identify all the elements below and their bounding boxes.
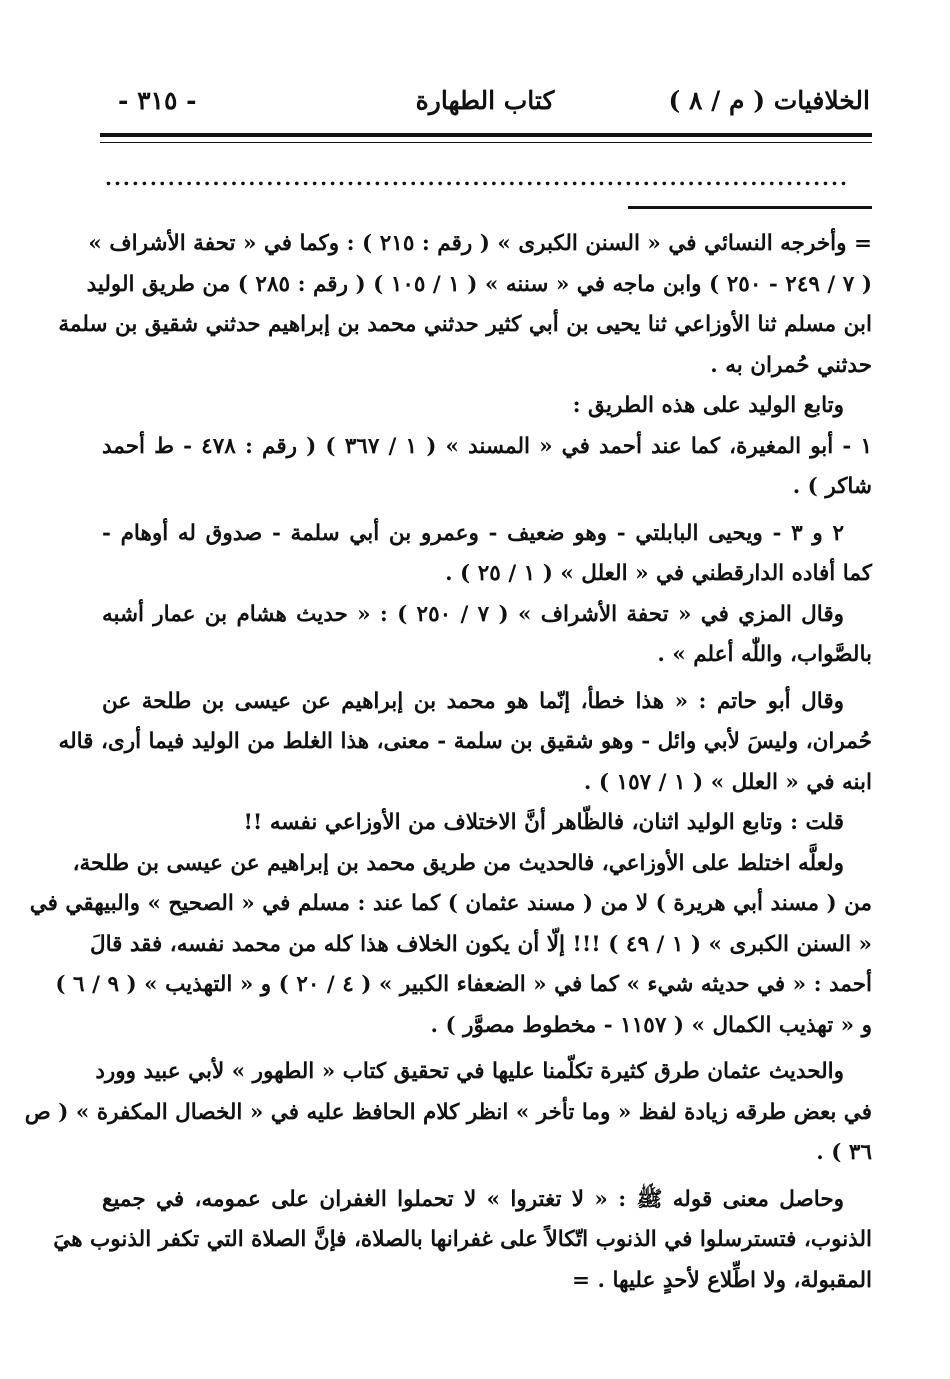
text-line: قلت : وتابع الوليد اثنان، فالظّاهر أنَّ الاختلاف من الأوزاعي نفسه !! — [243, 810, 844, 835]
text-line: وحاصل معنى قوله ﷺ : « لا تغتروا » لا تحملوا الغفران على عمومه، في جميع — [102, 1186, 844, 1212]
text-line: « السنن الكبرى » ( ١ / ٤٩ ) !!! إلّا أن يكون الخلاف هذا كله من محمد نفسه، فقد قالَ — [89, 931, 872, 957]
text-line: ٢ و ٣ - ويحيى البابلتي - وهو ضعيف - وعمرو بن أبي سلمة - صدوق له أوهام - — [102, 520, 844, 546]
footnote-body — [24, 224, 873, 1301]
header-rule-thin — [100, 142, 872, 143]
header-rule-thick — [100, 133, 872, 137]
footnote-rule — [628, 206, 872, 209]
text-line: والحديث عثمان طرق كثيرة تكلّمنا عليها في تحقيق كتاب « الطهور » لأبي عبيد وورد — [95, 1059, 844, 1084]
page-number: - ٣١٥ - — [118, 86, 197, 115]
running-title-book: الخلافيات ( م / ٨ ) — [668, 86, 870, 115]
text-line: حُمران، وليسَ لأبي وائل - وهو شقيق بن سلمة - معنى، هذا الغلط من الوليد فيما أرى، قاله — [58, 729, 872, 754]
text-line: ١ - أبو المغيرة، كما عند أحمد في « المسند » ( ١ / ٣٦٧ ) ( رقم : ٤٧٨ - ط أحمد — [102, 433, 873, 459]
text-line: وقال المزي في « تحفة الأشراف » ( ٧ / ٢٥٠ ) : « حديث هشام بن عمار أشبه — [102, 601, 844, 627]
text-line: ولعلَّه اختلط على الأوزاعي، فالحديث من طريق محمد بن إبراهيم عن عيسى بن طلحة، — [72, 850, 844, 876]
text-line: و « تهذيب الكمال » ( ١١٥٧ - مخطوط مصوَّر ) . — [430, 1012, 872, 1038]
text-line: شاكر ) . — [792, 474, 872, 499]
text-line: ( ٧ / ٢٤٩ - ٢٥٠ ) وابن ماجه في « سننه » ( ١ / ١٠٥ ) ( رقم : ٢٨٥ ) من طريق الوليد — [86, 271, 872, 297]
text-line: المقبولة، ولا اطِّلاع لأحدٍ عليها . = — [572, 1267, 872, 1293]
separator-dots: ................................................................................... — [105, 166, 849, 190]
text-line: ابن مسلم ثنا الأوزاعي ثنا يحيى بن أبي كثير حدثني محمد بن إبراهيم حدثني شقيق بن سلمة — [58, 312, 872, 337]
text-line: في بعض طرقه زيادة لفظ « وما تأخر » انظر كلام الحافظ عليه في « الخصال المكفرة » ( ص — [24, 1099, 872, 1125]
text-line: وقال أبو حاتم : « هذا خطأ، إنّما هو محمد بن إبراهيم عن عيسى بن طلحة عن — [102, 688, 844, 714]
text-line: حدثني حُمران به . — [710, 352, 872, 378]
text-line: الذنوب، فتسترسلوا في الذنوب اتّكالاً على غفرانها بالصلاة، فإنَّ الصلاة التي تكفر الذنوب هيَ — [53, 1227, 872, 1252]
text-line: أحمد : « في حديثه شيء » كما في « الضعفاء الكبير » ( ٤ / ٢٠ ) و « التهذيب » ( ٩ / ٦ ) — [55, 972, 872, 997]
text-line: بالصَّواب، واللّٰه أعلم » . — [657, 642, 872, 667]
text-line: كما أفاده الدارقطني في « العلل » ( ١ / ٢٥ ) . — [445, 561, 872, 586]
text-line: = وأخرجه النسائي في « السنن الكبرى » ( رقم : ٢١٥ ) : وكما في « تحفة الأشراف » — [88, 231, 872, 256]
page-header — [100, 82, 870, 126]
text-line: ٣٦ ) . — [816, 1140, 872, 1165]
text-line: من ( مسند أبي هريرة ) لا من ( مسند عثمان ) كما عند : مسلم في « الصحيح » والبيهقي في — [29, 891, 872, 916]
text-line: وتابع الوليد على هذه الطريق : — [572, 393, 844, 418]
text-line: ابنه في « العلل » ( ١ / ١٥٧ ) . — [583, 769, 872, 795]
running-title-chapter: كتاب الطهارة — [415, 86, 555, 115]
